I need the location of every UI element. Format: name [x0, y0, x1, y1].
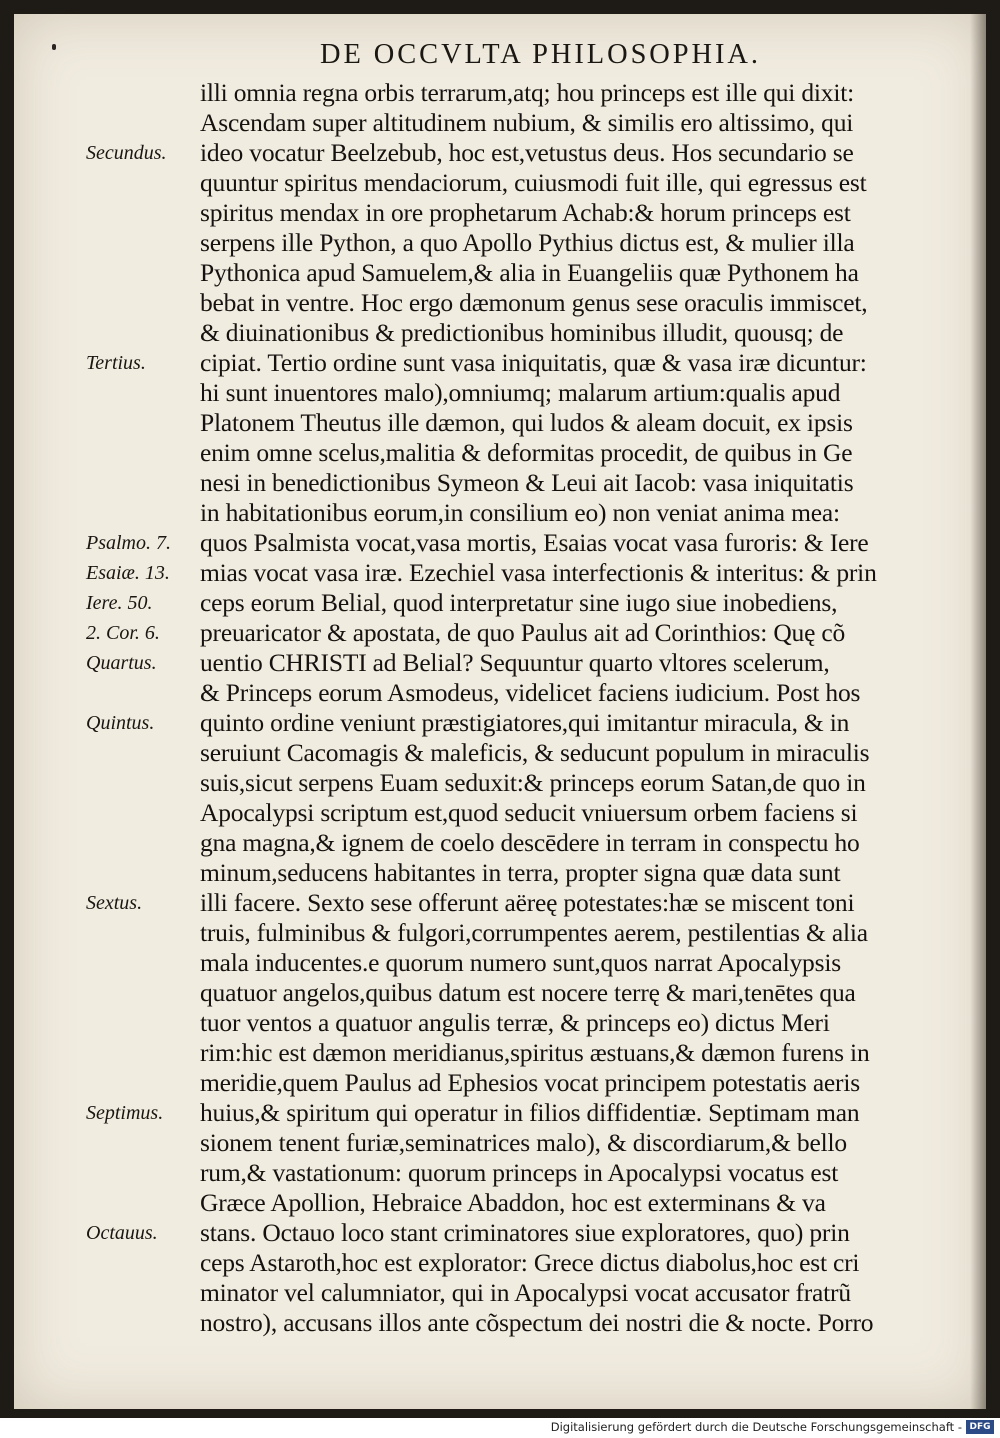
text-line: ceps Astaroth,hoc est explorator: Grece dictus diabolus,hoc est cri [200, 1248, 860, 1277]
text-line: ceps eorum Belial, quod interpretatur sine iugo siue inobediens, [200, 588, 838, 617]
margin-note: 2. Cor. 6. [86, 622, 160, 644]
text-line: meridie,quem Paulus ad Ephesios vocat principem potestatis aeris [200, 1068, 860, 1097]
text-line: rum,& vastationum: quorum princeps in Apocalypsi vocatus est [200, 1158, 839, 1187]
text-line: stans. Octauo loco stant criminatores siue exploratores, quo) prin [200, 1218, 850, 1247]
text-line: & Princeps eorum Asmodeus, videlicet faciens iudicium. Post hos [200, 678, 861, 707]
text-line: huius,& spiritum qui operatur in filios diffidentiæ. Septimam man [200, 1098, 860, 1127]
running-head: DE OCCVLTA PHILOSOPHIA. [320, 38, 761, 70]
margin-note: Tertius. [86, 352, 146, 374]
margin-note: Psalmo. 7. [86, 532, 171, 554]
margin-note: Iere. 50. [86, 592, 153, 614]
margin-note: Septimus. [86, 1102, 164, 1124]
text-line: rim:hic est dæmon meridianus,spiritus æstuans,& dæmon furens in [200, 1038, 870, 1067]
text-line: spiritus mendax in ore prophetarum Achab:& horum princeps est [200, 198, 851, 227]
text-line: Græce Apollion, Hebraice Abaddon, hoc est exterminans & va [200, 1188, 826, 1217]
text-line: Platonem Theutus ille dæmon, qui ludos & aleam docuit, ex ipsis [200, 408, 853, 437]
text-line: sionem tenent furiæ,seminatrices malo), & discordiarum,& bello [200, 1128, 847, 1157]
text-line: seruiunt Cacomagis & maleficis, & seducunt populum in miraculis [200, 738, 870, 767]
text-line: Apocalypsi scriptum est,quod seducit vniuersum orbem faciens si [200, 798, 858, 827]
margin-note: Sextus. [86, 892, 143, 914]
text-line: serpens ille Python, a quo Apollo Pythius dictus est, & mulier illa [200, 228, 855, 257]
margin-note: Quartus. [86, 652, 157, 674]
text-line: preuaricator & apostata, de quo Paulus ait ad Corinthios: Quę cõ [200, 618, 846, 647]
margin-note: Octauus. [86, 1222, 158, 1244]
ink-mark [52, 44, 56, 50]
text-line: quuntur spiritus mendaciorum, cuiusmodi fuit ille, qui egressus est [200, 168, 867, 197]
text-line: in habitationibus eorum,in consilium eo) non veniat anima mea: [200, 498, 840, 527]
text-line: & diuinationibus & predictionibus hominibus illudit, quousq; de [200, 318, 844, 347]
text-line: mala inducentes.e quorum numero sunt,quos narrat Apocalypsis [200, 948, 841, 977]
margin-note: Esaiæ. 13. [86, 562, 170, 584]
text-line: minator vel calumniator, qui in Apocalypsi vocat accusator fratrũ [200, 1278, 851, 1307]
text-line: quos Psalmista vocat,vasa mortis, Esaias vocat vasa furoris: & Iere [200, 528, 869, 557]
text-line: uentio CHRISTI ad Belial? Sequuntur quarto vltores scelerum, [200, 648, 830, 677]
text-line: mias vocat vasa iræ. Ezechiel vasa interfectionis & interitus: & prin [200, 558, 877, 587]
margin-note: Secundus. [86, 142, 167, 164]
text-line: bebat in ventre. Hoc ergo dæmonum genus sese oraculis immiscet, [200, 288, 868, 317]
text-line: illi omnia regna orbis terrarum,atq; hou princeps est ille qui dixit: [200, 78, 855, 107]
text-line: illi facere. Sexto sese offerunt aëreę potestates:hæ se miscent toni [200, 888, 855, 917]
text-line: quatuor angelos,quibus datum est nocere terrę & mari,tenētes qua [200, 978, 856, 1007]
text-line: cipiat. Tertio ordine sunt vasa iniquitatis, quæ & vasa iræ dicuntur: [200, 348, 867, 377]
text-line: Pythonica apud Samuelem,& alia in Euangeliis quæ Pythonem ha [200, 258, 859, 287]
text-line: hi sunt inuentores malo),omniumq; malarum artium:qualis apud [200, 378, 841, 407]
text-line: gna magna,& ignem de coelo descēdere in terram in conspectu ho [200, 828, 860, 857]
text-line: truis, fulminibus & fulgori,corrumpentes aerem, pestilentias & alia [200, 918, 868, 947]
text-line: Ascendam super altitudinem nubium, & similis ero altissimo, qui [200, 108, 854, 137]
text-line: tuor ventos a quatuor angulis terræ, & princeps eo) dictus Meri [200, 1008, 830, 1037]
text-line: nostro), accusans illos ante cõspectum dei nostri die & nocte. Porro [200, 1308, 874, 1337]
text-line: enim omne scelus,malitia & deformitas procedit, de quibus in Ge [200, 438, 853, 467]
page-edge-shadow [970, 14, 986, 1409]
footer-credit: Digitalisierung gefördert durch die Deutsche Forschungsgemeinschaft - [550, 1420, 962, 1434]
text-line: minum,seducens habitantes in terra, propter signa quæ data sunt [200, 858, 841, 887]
margin-note: Quintus. [86, 712, 155, 734]
text-line: quinto ordine veniunt præstigiatores,qui imitantur miracula, & in [200, 708, 850, 737]
text-line: ideo vocatur Beelzebub, hoc est,vetustus deus. Hos secundario se [200, 138, 854, 167]
text-line: nesi in benedictionibus Symeon & Leui ait Iacob: vasa iniquitatis [200, 468, 854, 497]
dfg-logo: DFG [966, 1420, 994, 1434]
text-line: suis,sicut serpens Euam seduxit:& princeps eorum Satan,de quo in [200, 768, 866, 797]
